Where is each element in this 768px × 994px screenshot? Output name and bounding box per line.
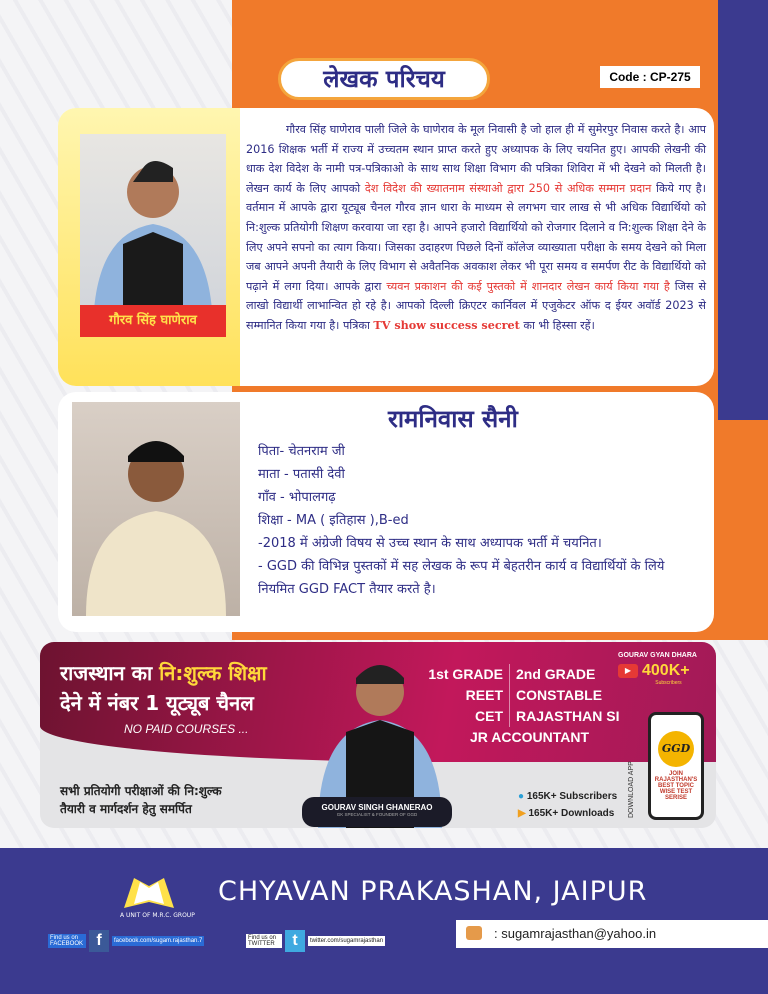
bio-text: जिस से लाखो विद्यार्थी लाभान्वित हो रहे है। आपको दिल्ली क्रिएटर कार्निवल में एजुकेटर ऑफ द ईयर अवॉर्ड 2023 से सम्मानित किया गया है। पत्रिका [246,279,707,332]
app-promo-text: JOIN RAJASTHAN'S BEST TOPIC WISE TEST SERISE [654,771,698,801]
publisher-name: CHYAVAN PRAKASHAN, JAIPUR [218,876,648,907]
detail-achievement: -2018 में अंग्रेजी विषय से उच्च स्थान के साथ अध्यापक भर्ती में चयनित। [258,536,602,551]
mail-icon [466,926,482,940]
no-paid-courses: NO PAID COURSES ... [124,722,249,736]
exam-item: CONSTABLE [516,687,603,703]
email-address[interactable]: : sugamrajasthan@yahoo.in [494,926,657,941]
book-code: Code : CP-275 [600,66,700,88]
banner-subtitle [60,782,222,818]
play-store-icon: ▶ [518,808,526,819]
detail-village: गाँव - भोपालगढ़ [258,490,336,505]
author-card-2 [58,392,714,632]
blue-stripe [718,0,768,420]
subscriber-count: 400K+ [642,662,690,679]
bio-text: किये गए है। वर्तमान में आपके द्वारा यूट्यूब चैनल गौरव ज्ञान धारा के माध्यम से लगभग चार लाख से भी अधिक विद्यार्थियो को नि:शुल्क प्रतियोगी शिक्षण करवाया जा रहा है। आपने हजारो विद्यार्थियो को रोजगार दिलाने व नि:शुल्क शिक्षा देने के लिए अपने सपनो का त्याग किया। जिसका उदाहरण पिछले दिनों कॉलेज व्याख्याता परीक्षा के समय देखने को मिला जब आपने अपनी तैयारी के लिए विभाग से अवैतनिक अवकाश लेकर भी पूरा समय व समर्पण रीट के विद्यार्थियो को पढ़ाने में लगा दिया। आपके द्वारा [246,181,706,293]
book-logo-icon [120,874,178,912]
subtitle-line1: सभी प्रतियोगी परीक्षाओं की नि:शुल्क [60,784,222,798]
exam-item: JR ACCOUNTANT [470,729,589,745]
stat-downloads: 165K+ Downloads [528,808,615,819]
download-app-label: DOWNLOAD APP [628,761,635,818]
headline-line2: देने में नंबर 1 यूट्यूब चैनल [60,691,254,715]
detail-work: - GGD की विभिन्न पुस्तकों में सह लेखक के रूप में बेहतरीन कार्य व विद्यार्थियों के लिये नियमित GGD FACT तैयार करते है। [258,559,665,597]
person-silhouette [76,416,236,616]
headline-part: राजस्थान का [60,661,160,685]
youtube-banner [40,642,716,828]
headline-highlight: नि:शुल्क शिक्षा [159,661,267,685]
presenter-title: GK SPECIALIST & FOUNDER OF GGD [336,812,418,817]
twitter-label: Find us on TWITTER [246,934,282,948]
channel-stats [518,788,617,822]
exam-item: REET [425,685,510,706]
bio-highlight: च्यवन प्रकाशन की कई पुस्तको में शानदार लेखन कार्य किया गया है [386,279,670,293]
detail-father: पिता- चेतनराम जी [258,444,345,459]
presenter-name-text: GOURAV SINGH GHANERAO [321,803,433,812]
bio-text: का भी हिस्सा रहें। [519,318,595,332]
bio-highlight: TV show success secret [373,317,520,332]
author-card-1 [58,108,714,386]
author-photo-panel [58,108,240,386]
app-phone-mockup [648,712,704,820]
exam-item: RAJASTHAN SI [516,708,620,724]
twitter-url[interactable]: twitter.com/sugamrajasthan [310,938,384,944]
ggd-logo: GGD [658,731,694,767]
exam-list [425,664,619,748]
youtube-icon: ▶ [618,664,638,678]
channel-name: GOURAV GYAN DHARA [618,652,697,659]
subscriber-label: Subscribers [655,680,682,686]
facebook-label: Find us on FACEBOOK [48,934,86,948]
page-title: लेखक परिचय [278,58,490,100]
banner-headline [60,658,267,718]
exam-item: CET [425,706,510,727]
facebook-url[interactable]: facebook.com/sugam.rajasthan.7 [114,938,203,944]
facebook-icon: f [89,930,109,952]
author-photo [80,134,226,334]
twitter-link[interactable] [246,930,385,952]
presenter-name [302,797,452,827]
channel-badge [618,652,697,686]
author-name: रामनिवास सैनी [388,405,518,433]
detail-mother: माता - पतासी देवी [258,467,345,482]
detail-education: शिक्षा - MA ( इतिहास ),B-ed [258,513,409,528]
group-label: A UNIT OF M.R.C. GROUP [120,912,195,919]
stat-subscribers: 165K+ Subscribers [526,791,618,802]
bio-highlight: देश विदेश की ख्यातनाम संस्थाओ द्वारा 250 से अधिक सम्मान प्रदान [364,181,652,195]
telegram-icon: ● [518,791,525,802]
exam-item: 2nd GRADE [516,666,596,682]
exam-item: 1st GRADE [425,664,510,685]
author-photo [72,402,240,616]
subtitle-line2: तैयारी व मार्गदर्शन हेतु समर्पित [60,802,192,816]
email-box[interactable] [456,920,768,948]
author-bio [246,120,706,336]
author-details [258,440,703,601]
facebook-link[interactable] [48,930,204,952]
bio-text: गौरव सिंह घाणेराव पाली जिले के घाणेराव के मूल निवासी है जो हाल ही में सुमेरपुर निवास करते है। आप 2016 शिक्षक भर्ती में राज्य में उच्चतम स्थान प्राप्त करते हुए अध्यापक के लिए चयनित हुए। आपकी लेखनी की धाक देश विदेश के नामी पत्र-पत्रिकाओ के साथ साथ शिक्षा विभाग की पत्रिका शिविरा में भी देखने को मिलती है। लेखन कार्य के लिए आपको [246,123,706,195]
publisher-footer [0,848,768,994]
twitter-icon: t [285,930,305,952]
author-name-label: गौरव सिंह घाणेराव [80,305,226,337]
